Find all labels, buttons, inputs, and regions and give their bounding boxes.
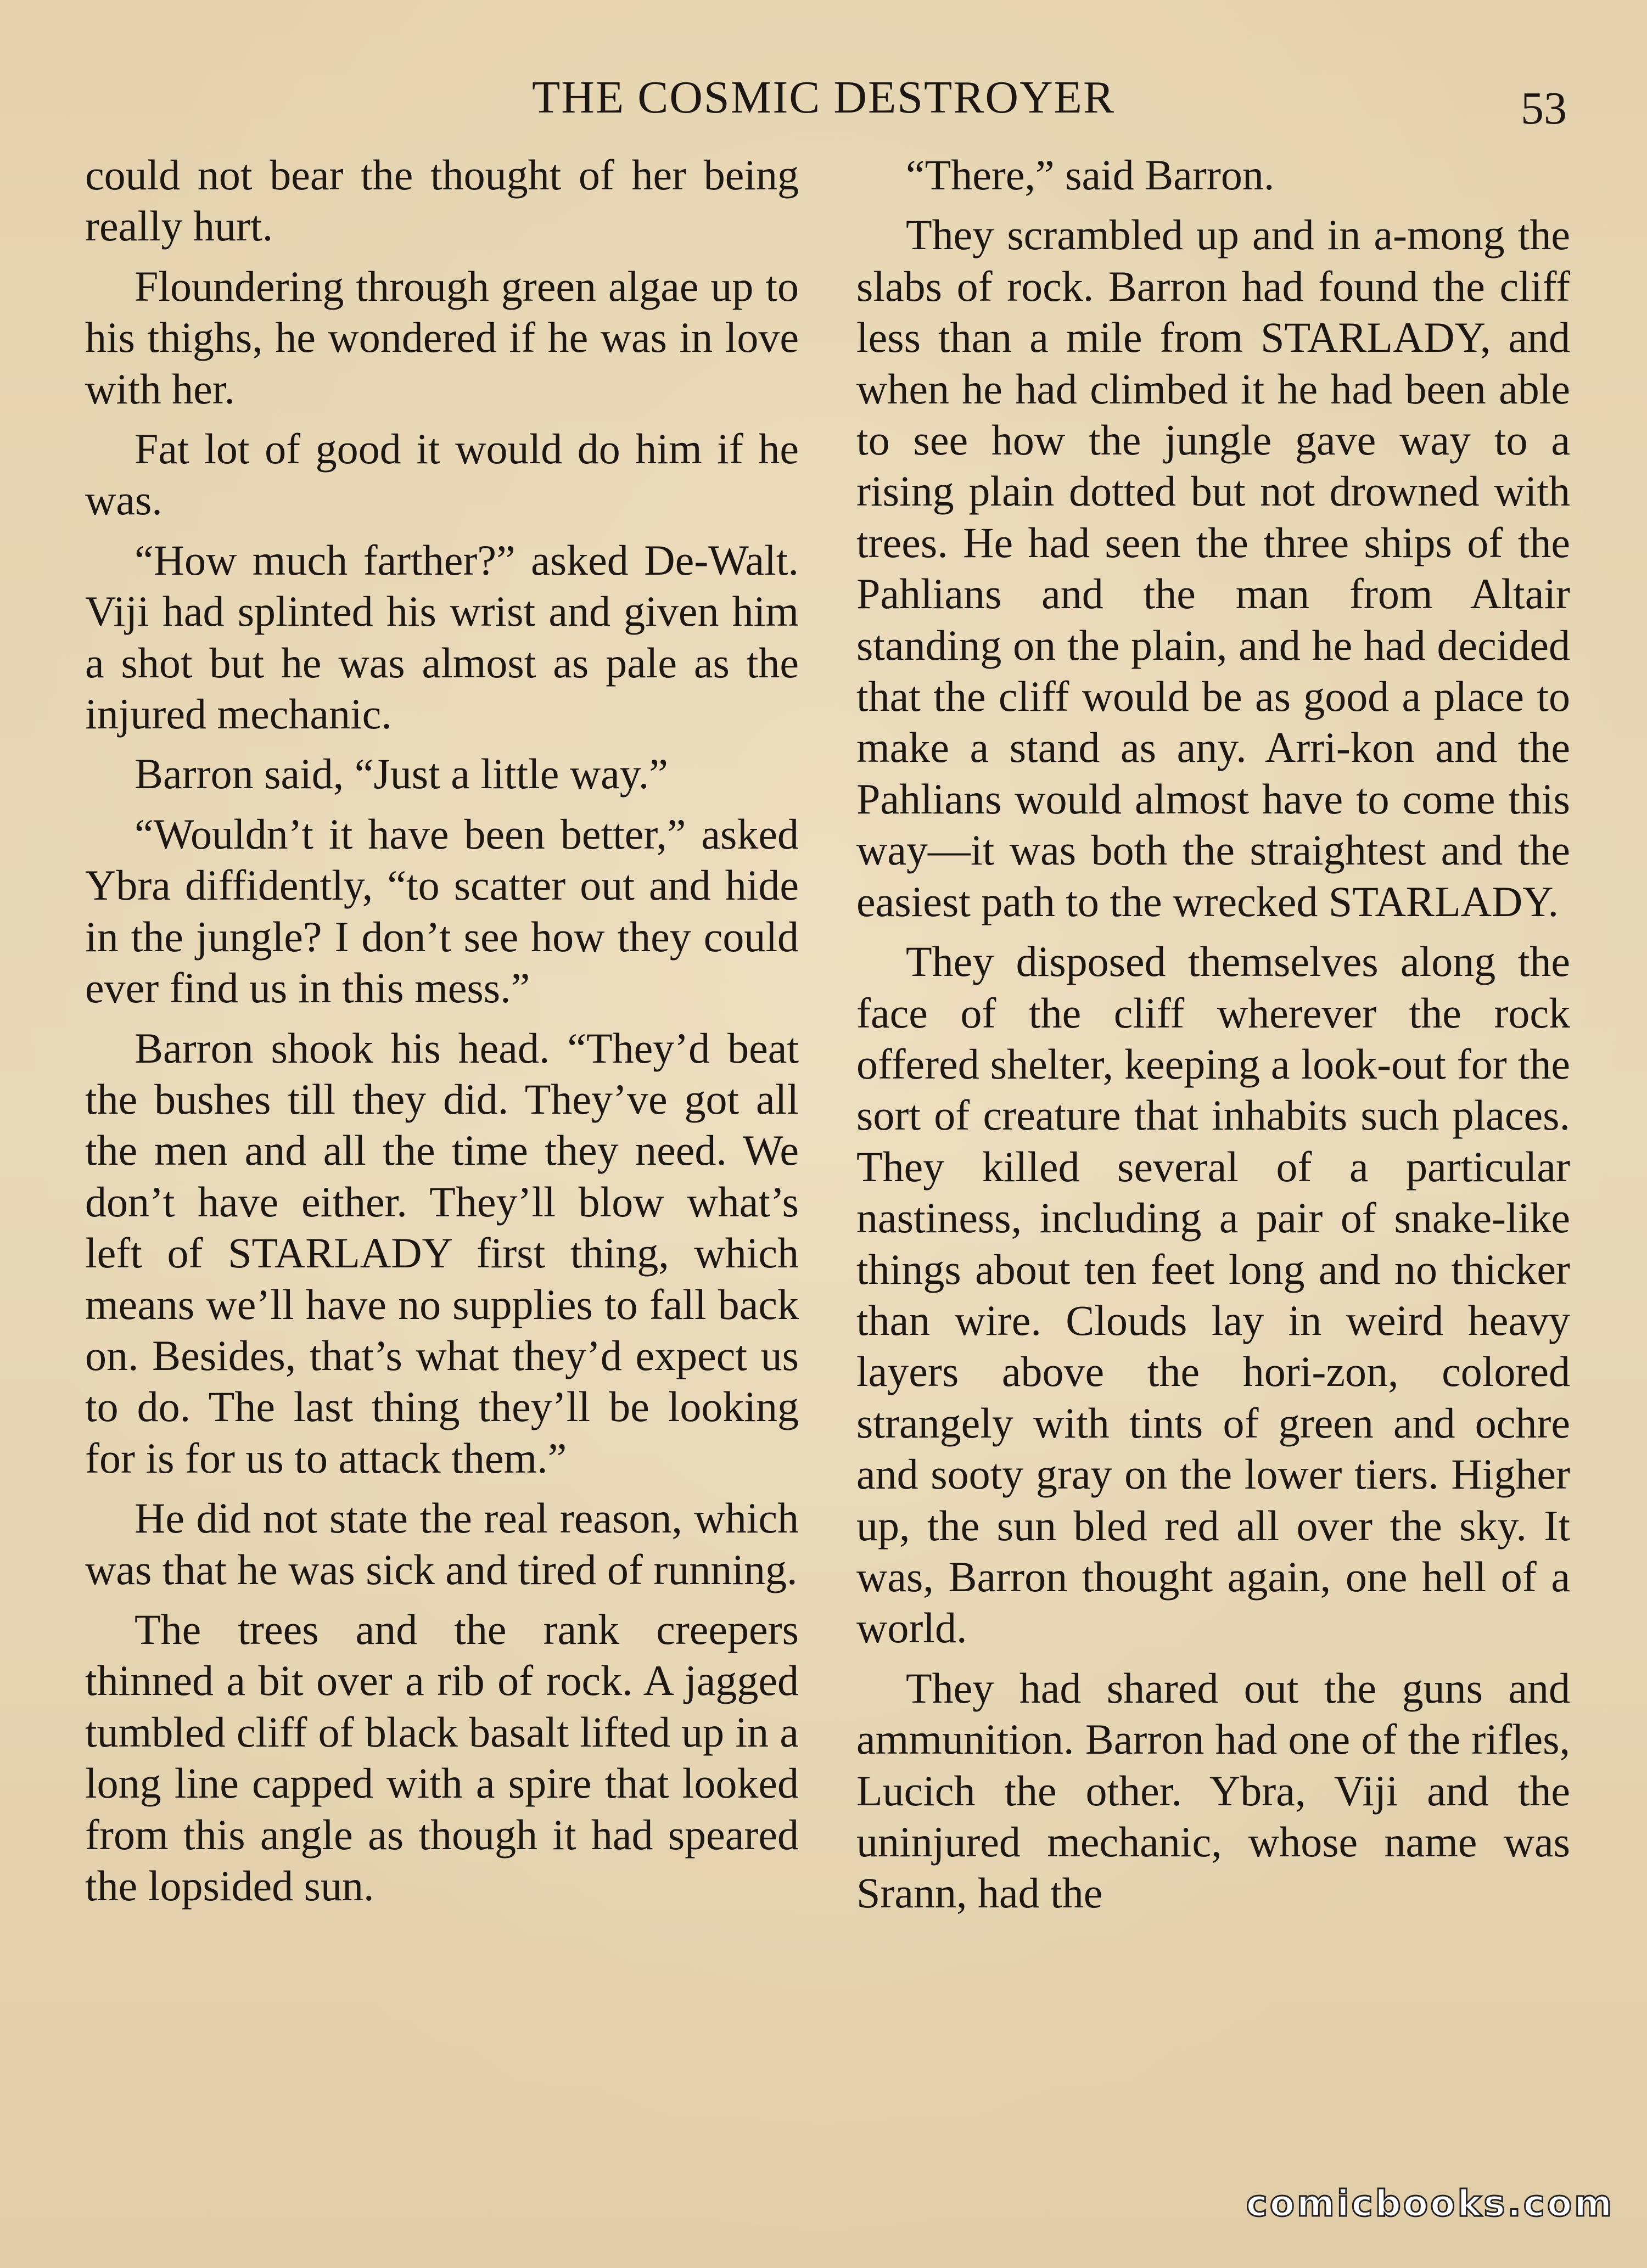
paragraph: Barron said, “Just a little way.” bbox=[135, 750, 668, 798]
paragraph: “How much farther?” asked De-Walt. Viji had splinted his wrist and given him a shot but he was almost as pale as the injured mechanic. bbox=[85, 536, 799, 738]
page-number: 53 bbox=[1521, 83, 1567, 134]
paragraph: “Wouldn’t it have been better,” asked Ybra diffidently, “to scatter out and hide in the jungle? I don’t see how they could ever find us in this mess.” bbox=[85, 810, 799, 1012]
paragraph: “There,” said Barron. bbox=[906, 151, 1275, 199]
site-watermark: comicbooks.com bbox=[1246, 2182, 1614, 2225]
right-column bbox=[856, 149, 1570, 1928]
paragraph: Fat lot of good it would do him if he was. bbox=[85, 425, 799, 524]
paragraph: could not bear the thought of her being really hurt. bbox=[85, 151, 799, 250]
paragraph: Barron shook his head. “They’d beat the bushes till they did. They’ve got all the men and all the time they need. We don’t have either. They’ll blow what’s left of STARLADY first thing, which means we’ll have no supplies to fall back on. Besides, that’s what they’d expect us to do. The last thing they’ll be looking for is for us to attack them.” bbox=[85, 1024, 799, 1482]
paragraph: They disposed themselves along the face of the cliff wherever the rock offered shelter, keeping a look-out for the sort of creature that inhabits such places. They killed several of a particular nastiness, including a pair of snake-like things about ten feet long and no thicker than wire. Clouds lay in weird heavy layers above the hori-zon, colored strangely with tints of green and ochre and sooty gray on the lower tiers. Higher up, the sun bled red all over the sky. It was, Barron thought again, one hell of a world. bbox=[856, 937, 1570, 1652]
running-title: THE COSMIC DESTROYER bbox=[531, 72, 1116, 123]
paragraph: Floundering through green algae up to his thighs, he wondered if he was in love with her. bbox=[85, 262, 799, 413]
paragraph: He did not state the real reason, which was that he was sick and tired of running. bbox=[85, 1494, 799, 1593]
paragraph: They scrambled up and in a-mong the slabs of rock. Barron had found the cliff less than a mile from STARLADY, and when he had climbed it he had been able to see how the jungle gave way to a rising plain dotted but not drowned with trees. He had seen the three ships of the Pahlians and the man from Altair standing on the plain, and he had decided that the cliff would be as good a place to make a stand as any. Arri-kon and the Pahlians would almost have to come this way—it was both the straightest and the easiest path to the wrecked STARLADY. bbox=[856, 211, 1570, 925]
left-column bbox=[85, 149, 799, 1920]
paragraph: The trees and the rank creepers thinned a bit over a rib of rock. A jagged tumbled cliff of black basalt lifted up in a long line capped with a spire that looked from this angle as though it had speared the lopsided sun. bbox=[85, 1605, 799, 1910]
paragraph: They had shared out the guns and ammunition. Barron had one of the rifles, Lucich the other. Ybra, Viji and the uninjured mechanic, whose name was Srann, had the bbox=[856, 1664, 1570, 1917]
